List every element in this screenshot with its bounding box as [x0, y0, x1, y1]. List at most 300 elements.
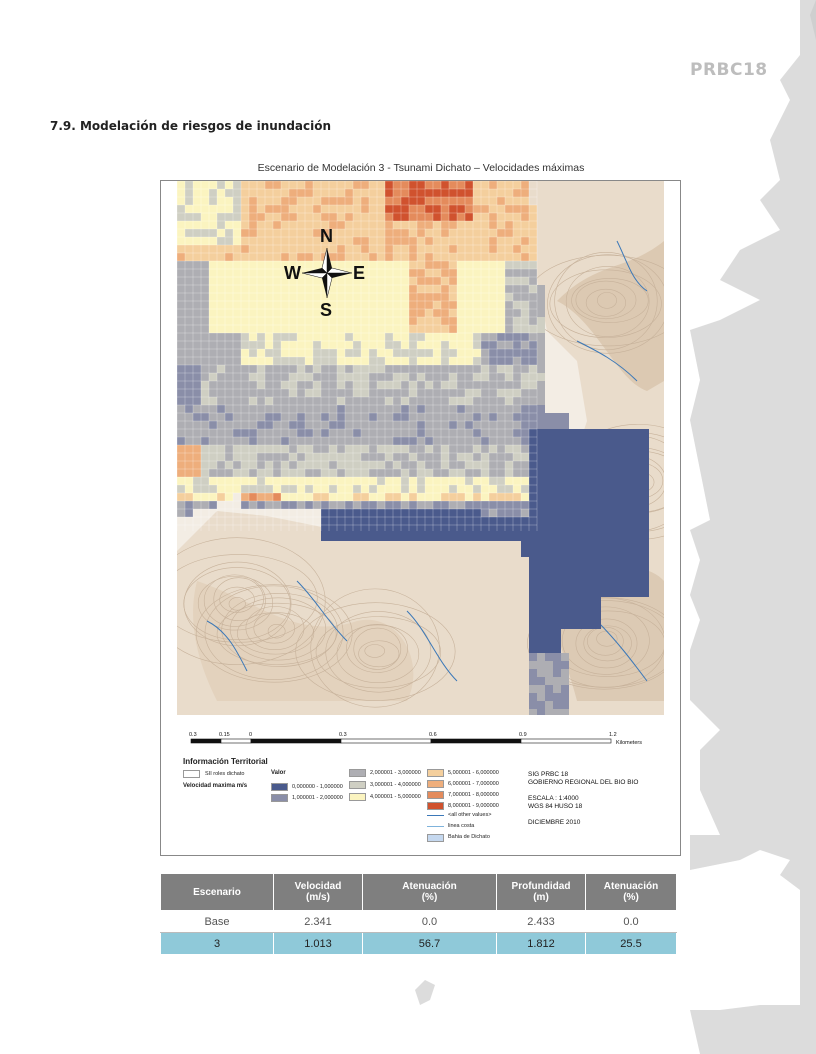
velocity-cell: [449, 293, 457, 301]
velocity-cell: [561, 533, 569, 541]
velocity-cell: [457, 485, 465, 493]
velocity-cell: [241, 429, 249, 437]
velocity-cell: [201, 477, 209, 485]
velocity-cell: [505, 269, 513, 277]
velocity-cell: [497, 333, 505, 341]
velocity-cell: [297, 405, 305, 413]
velocity-cell: [193, 245, 201, 253]
velocity-cell: [177, 213, 185, 221]
velocity-cell: [489, 221, 497, 229]
velocity-cell: [601, 493, 609, 501]
velocity-cell: [433, 285, 441, 293]
velocity-cell: [529, 469, 537, 477]
velocity-cell: [449, 181, 457, 189]
velocity-cell: [633, 429, 641, 437]
velocity-cell: [281, 317, 289, 325]
velocity-cell: [337, 325, 345, 333]
velocity-cell: [561, 549, 569, 557]
velocity-cell: [545, 573, 553, 581]
velocity-cell: [457, 365, 465, 373]
velocity-cell: [505, 341, 513, 349]
legend-swatch: [427, 769, 444, 777]
velocity-cell: [401, 397, 409, 405]
velocity-cell: [481, 381, 489, 389]
velocity-cell: [345, 501, 353, 509]
velocity-cell: [361, 509, 369, 517]
velocity-cell: [473, 349, 481, 357]
velocity-cell: [233, 357, 241, 365]
velocity-cell: [465, 341, 473, 349]
velocity-cell: [425, 301, 433, 309]
velocity-cell: [321, 381, 329, 389]
velocity-cell: [473, 501, 481, 509]
velocity-cell: [313, 357, 321, 365]
velocity-cell: [465, 261, 473, 269]
velocity-cell: [401, 445, 409, 453]
velocity-cell: [513, 261, 521, 269]
velocity-cell: [457, 421, 465, 429]
velocity-cell: [545, 693, 553, 701]
velocity-cell: [393, 381, 401, 389]
velocity-cell: [425, 461, 433, 469]
velocity-cell: [505, 293, 513, 301]
velocity-cell: [385, 413, 393, 421]
velocity-cell: [345, 421, 353, 429]
velocity-cell: [193, 357, 201, 365]
legend-class-label: 3,000001 - 4,000000: [370, 782, 421, 788]
velocity-cell: [361, 213, 369, 221]
velocity-cell: [185, 397, 193, 405]
velocity-cell: [529, 693, 537, 701]
velocity-cell: [553, 485, 561, 493]
velocity-cell: [401, 349, 409, 357]
velocity-cell: [409, 277, 417, 285]
velocity-cell: [241, 341, 249, 349]
velocity-cell: [553, 509, 561, 517]
velocity-cell: [393, 437, 401, 445]
velocity-cell: [385, 221, 393, 229]
velocity-cell: [601, 549, 609, 557]
velocity-cell: [225, 429, 233, 437]
velocity-cell: [409, 301, 417, 309]
velocity-cell: [577, 469, 585, 477]
velocity-cell: [417, 213, 425, 221]
velocity-cell: [425, 213, 433, 221]
velocity-cell: [537, 381, 545, 389]
velocity-cell: [409, 509, 417, 517]
velocity-cell: [561, 597, 569, 605]
velocity-cell: [521, 277, 529, 285]
velocity-cell: [481, 365, 489, 373]
velocity-cell: [393, 341, 401, 349]
scale-tick-label: 0.6: [429, 732, 437, 738]
velocity-cell: [593, 621, 601, 629]
velocity-cell: [377, 461, 385, 469]
velocity-cell: [617, 525, 625, 533]
velocity-cell: [209, 229, 217, 237]
velocity-cell: [425, 405, 433, 413]
velocity-cell: [177, 389, 185, 397]
velocity-cell: [465, 181, 473, 189]
velocity-cell: [521, 309, 529, 317]
velocity-cell: [521, 237, 529, 245]
velocity-cell: [513, 373, 521, 381]
legend-swatch-roles: [183, 770, 200, 778]
velocity-cell: [569, 445, 577, 453]
velocity-cell: [577, 453, 585, 461]
velocity-cell: [377, 445, 385, 453]
velocity-cell: [617, 549, 625, 557]
velocity-cell: [529, 373, 537, 381]
velocity-cell: [385, 453, 393, 461]
map-title: Escenario de Modelación 3 - Tsunami Dichato – Velocidades máximas: [257, 162, 585, 174]
velocity-cell: [217, 469, 225, 477]
velocity-cell: [417, 405, 425, 413]
velocity-cell: [185, 197, 193, 205]
velocity-cell: [433, 309, 441, 317]
velocity-cell: [537, 285, 545, 293]
velocity-cell: [641, 453, 649, 461]
velocity-cell: [457, 245, 465, 253]
velocity-cell: [281, 501, 289, 509]
scale-tick-label: 0.9: [519, 732, 527, 738]
velocity-cell: [545, 677, 553, 685]
velocity-cell: [297, 189, 305, 197]
velocity-cell: [265, 229, 273, 237]
velocity-cell: [609, 477, 617, 485]
velocity-cell: [553, 501, 561, 509]
velocity-cell: [353, 405, 361, 413]
velocity-cell: [521, 461, 529, 469]
velocity-cell: [417, 349, 425, 357]
velocity-cell: [529, 213, 537, 221]
velocity-cell: [217, 357, 225, 365]
velocity-cell: [489, 453, 497, 461]
legend-swatch: [349, 769, 366, 777]
velocity-cell: [553, 661, 561, 669]
velocity-cell: [361, 453, 369, 461]
velocity-cell: [233, 373, 241, 381]
velocity-cell: [177, 261, 185, 269]
cell-escenario: 3: [161, 933, 274, 955]
velocity-cell: [441, 205, 449, 213]
velocity-cell: [593, 493, 601, 501]
velocity-cell: [577, 581, 585, 589]
velocity-cell: [625, 469, 633, 477]
velocity-cell: [337, 333, 345, 341]
velocity-cell: [441, 325, 449, 333]
velocity-cell: [473, 301, 481, 309]
velocity-cell: [513, 189, 521, 197]
velocity-cell: [393, 213, 401, 221]
velocity-cell: [441, 269, 449, 277]
velocity-cell: [257, 341, 265, 349]
velocity-cell: [473, 221, 481, 229]
velocity-cell: [329, 341, 337, 349]
velocity-cell: [473, 341, 481, 349]
velocity-cell: [441, 285, 449, 293]
velocity-cell: [569, 509, 577, 517]
velocity-cell: [217, 389, 225, 397]
velocity-cell: [233, 293, 241, 301]
velocity-cell: [617, 581, 625, 589]
velocity-cell: [465, 285, 473, 293]
velocity-cell: [553, 709, 561, 715]
velocity-cell: [401, 405, 409, 413]
velocity-cell: [489, 325, 497, 333]
velocity-cell: [201, 453, 209, 461]
velocity-cell: [361, 197, 369, 205]
velocity-cell: [625, 581, 633, 589]
velocity-cell: [377, 325, 385, 333]
velocity-cell: [441, 293, 449, 301]
velocity-cell: [465, 205, 473, 213]
velocity-cell: [305, 461, 313, 469]
velocity-cell: [481, 445, 489, 453]
velocity-cell: [449, 405, 457, 413]
velocity-cell: [449, 477, 457, 485]
velocity-cell: [409, 469, 417, 477]
velocity-cell: [225, 381, 233, 389]
velocity-cell: [569, 565, 577, 573]
velocity-cell: [345, 349, 353, 357]
velocity-cell: [289, 445, 297, 453]
velocity-cell: [241, 477, 249, 485]
velocity-cell: [529, 237, 537, 245]
velocity-cell: [369, 413, 377, 421]
velocity-cell: [217, 365, 225, 373]
velocity-cell: [457, 333, 465, 341]
velocity-cell: [337, 197, 345, 205]
velocity-cell: [401, 357, 409, 365]
legend-class-label: 1,000001 - 2,000000: [292, 795, 343, 801]
velocity-cell: [225, 397, 233, 405]
velocity-cell: [545, 421, 553, 429]
velocity-cell: [249, 477, 257, 485]
velocity-cell: [593, 557, 601, 565]
velocity-cell: [257, 493, 265, 501]
table-header-row: [161, 874, 677, 911]
velocity-cell: [249, 285, 257, 293]
velocity-cell: [257, 413, 265, 421]
velocity-cell: [465, 317, 473, 325]
velocity-cell: [529, 349, 537, 357]
velocity-cell: [369, 325, 377, 333]
velocity-cell: [361, 445, 369, 453]
velocity-cell: [433, 349, 441, 357]
velocity-cell: [537, 309, 545, 317]
velocity-cell: [577, 429, 585, 437]
velocity-cell: [345, 453, 353, 461]
velocity-cell: [265, 421, 273, 429]
velocity-cell: [457, 525, 465, 533]
velocity-cell: [369, 229, 377, 237]
velocity-cell: [537, 637, 545, 645]
velocity-cell: [457, 533, 465, 541]
velocity-cell: [529, 573, 537, 581]
velocity-cell: [409, 493, 417, 501]
velocity-cell: [281, 493, 289, 501]
velocity-cell: [217, 317, 225, 325]
velocity-cell: [449, 509, 457, 517]
velocity-cell: [441, 333, 449, 341]
velocity-cell: [177, 197, 185, 205]
velocity-cell: [281, 325, 289, 333]
velocity-cell: [385, 365, 393, 373]
velocity-cell: [609, 485, 617, 493]
velocity-cell: [465, 525, 473, 533]
velocity-cell: [537, 549, 545, 557]
velocity-cell: [217, 405, 225, 413]
velocity-cell: [241, 197, 249, 205]
velocity-cell: [369, 261, 377, 269]
velocity-cell: [201, 229, 209, 237]
velocity-cell: [225, 317, 233, 325]
velocity-cell: [337, 469, 345, 477]
velocity-cell: [393, 533, 401, 541]
velocity-cell: [241, 221, 249, 229]
velocity-cell: [241, 493, 249, 501]
velocity-cell: [489, 493, 497, 501]
velocity-cell: [265, 205, 273, 213]
velocity-cell: [481, 341, 489, 349]
velocity-cell: [393, 485, 401, 493]
velocity-cell: [409, 357, 417, 365]
velocity-cell: [193, 237, 201, 245]
velocity-cell: [313, 181, 321, 189]
velocity-cell: [633, 477, 641, 485]
velocity-cell: [193, 373, 201, 381]
velocity-cell: [457, 349, 465, 357]
velocity-cell: [569, 613, 577, 621]
velocity-cell: [513, 461, 521, 469]
velocity-cell: [577, 589, 585, 597]
velocity-cell: [217, 205, 225, 213]
table-row: [161, 911, 677, 933]
legend-line-label: Bahia de Dichato: [448, 834, 490, 840]
velocity-cell: [473, 181, 481, 189]
velocity-cell: [313, 501, 321, 509]
velocity-cell: [521, 269, 529, 277]
velocity-cell: [457, 461, 465, 469]
velocity-cell: [521, 181, 529, 189]
velocity-cell: [241, 485, 249, 493]
velocity-cell: [409, 253, 417, 261]
velocity-cell: [569, 573, 577, 581]
legend-line-swatch: [427, 815, 444, 816]
velocity-cell: [281, 205, 289, 213]
velocity-cell: [489, 333, 497, 341]
velocity-cell: [497, 301, 505, 309]
velocity-cell: [361, 413, 369, 421]
velocity-cell: [449, 221, 457, 229]
velocity-cell: [553, 429, 561, 437]
velocity-cell: [289, 469, 297, 477]
velocity-cell: [457, 237, 465, 245]
velocity-cell: [593, 509, 601, 517]
velocity-cell: [337, 389, 345, 397]
velocity-cell: [609, 533, 617, 541]
velocity-cell: [409, 189, 417, 197]
velocity-cell: [193, 341, 201, 349]
velocity-cell: [625, 485, 633, 493]
velocity-cell: [529, 549, 537, 557]
velocity-cell: [529, 637, 537, 645]
velocity-cell: [377, 221, 385, 229]
velocity-cell: [393, 181, 401, 189]
velocity-cell: [377, 501, 385, 509]
velocity-cell: [233, 301, 241, 309]
velocity-cell: [545, 645, 553, 653]
legend-swatch: [427, 780, 444, 788]
velocity-cell: [369, 429, 377, 437]
velocity-cell: [193, 349, 201, 357]
velocity-cell: [209, 421, 217, 429]
velocity-cell: [225, 293, 233, 301]
velocity-cell: [609, 469, 617, 477]
velocity-cell: [561, 413, 569, 421]
velocity-cell: [177, 309, 185, 317]
legend-line-swatch: [427, 826, 444, 827]
velocity-cell: [337, 189, 345, 197]
velocity-cell: [233, 461, 241, 469]
velocity-cell: [569, 437, 577, 445]
velocity-cell: [217, 453, 225, 461]
velocity-cell: [497, 269, 505, 277]
velocity-cell: [433, 413, 441, 421]
velocity-cell: [441, 237, 449, 245]
velocity-cell: [489, 277, 497, 285]
velocity-cell: [369, 525, 377, 533]
velocity-cell: [457, 317, 465, 325]
velocity-cell: [377, 301, 385, 309]
velocity-cell: [369, 533, 377, 541]
velocity-cell: [401, 485, 409, 493]
velocity-cell: [457, 517, 465, 525]
velocity-cell: [473, 421, 481, 429]
velocity-cell: [505, 429, 513, 437]
velocity-cell: [241, 213, 249, 221]
velocity-cell: [617, 493, 625, 501]
velocity-cell: [497, 517, 505, 525]
velocity-cell: [449, 301, 457, 309]
velocity-cell: [201, 213, 209, 221]
legend-class-label: 6,000001 - 7,000000: [448, 781, 499, 787]
velocity-cell: [425, 453, 433, 461]
velocity-cell: [553, 557, 561, 565]
velocity-cell: [233, 333, 241, 341]
velocity-cell: [513, 429, 521, 437]
velocity-cell: [561, 565, 569, 573]
velocity-cell: [409, 437, 417, 445]
velocity-cell: [537, 605, 545, 613]
velocity-cell: [209, 205, 217, 213]
velocity-cell: [393, 405, 401, 413]
velocity-cell: [409, 213, 417, 221]
velocity-cell: [513, 333, 521, 341]
velocity-cell: [417, 365, 425, 373]
velocity-cell: [385, 269, 393, 277]
velocity-cell: [321, 349, 329, 357]
velocity-cell: [529, 493, 537, 501]
velocity-cell: [185, 357, 193, 365]
velocity-cell: [457, 309, 465, 317]
velocity-cell: [481, 429, 489, 437]
velocity-cell: [305, 373, 313, 381]
velocity-cell: [385, 501, 393, 509]
velocity-cell: [505, 445, 513, 453]
velocity-cell: [297, 421, 305, 429]
